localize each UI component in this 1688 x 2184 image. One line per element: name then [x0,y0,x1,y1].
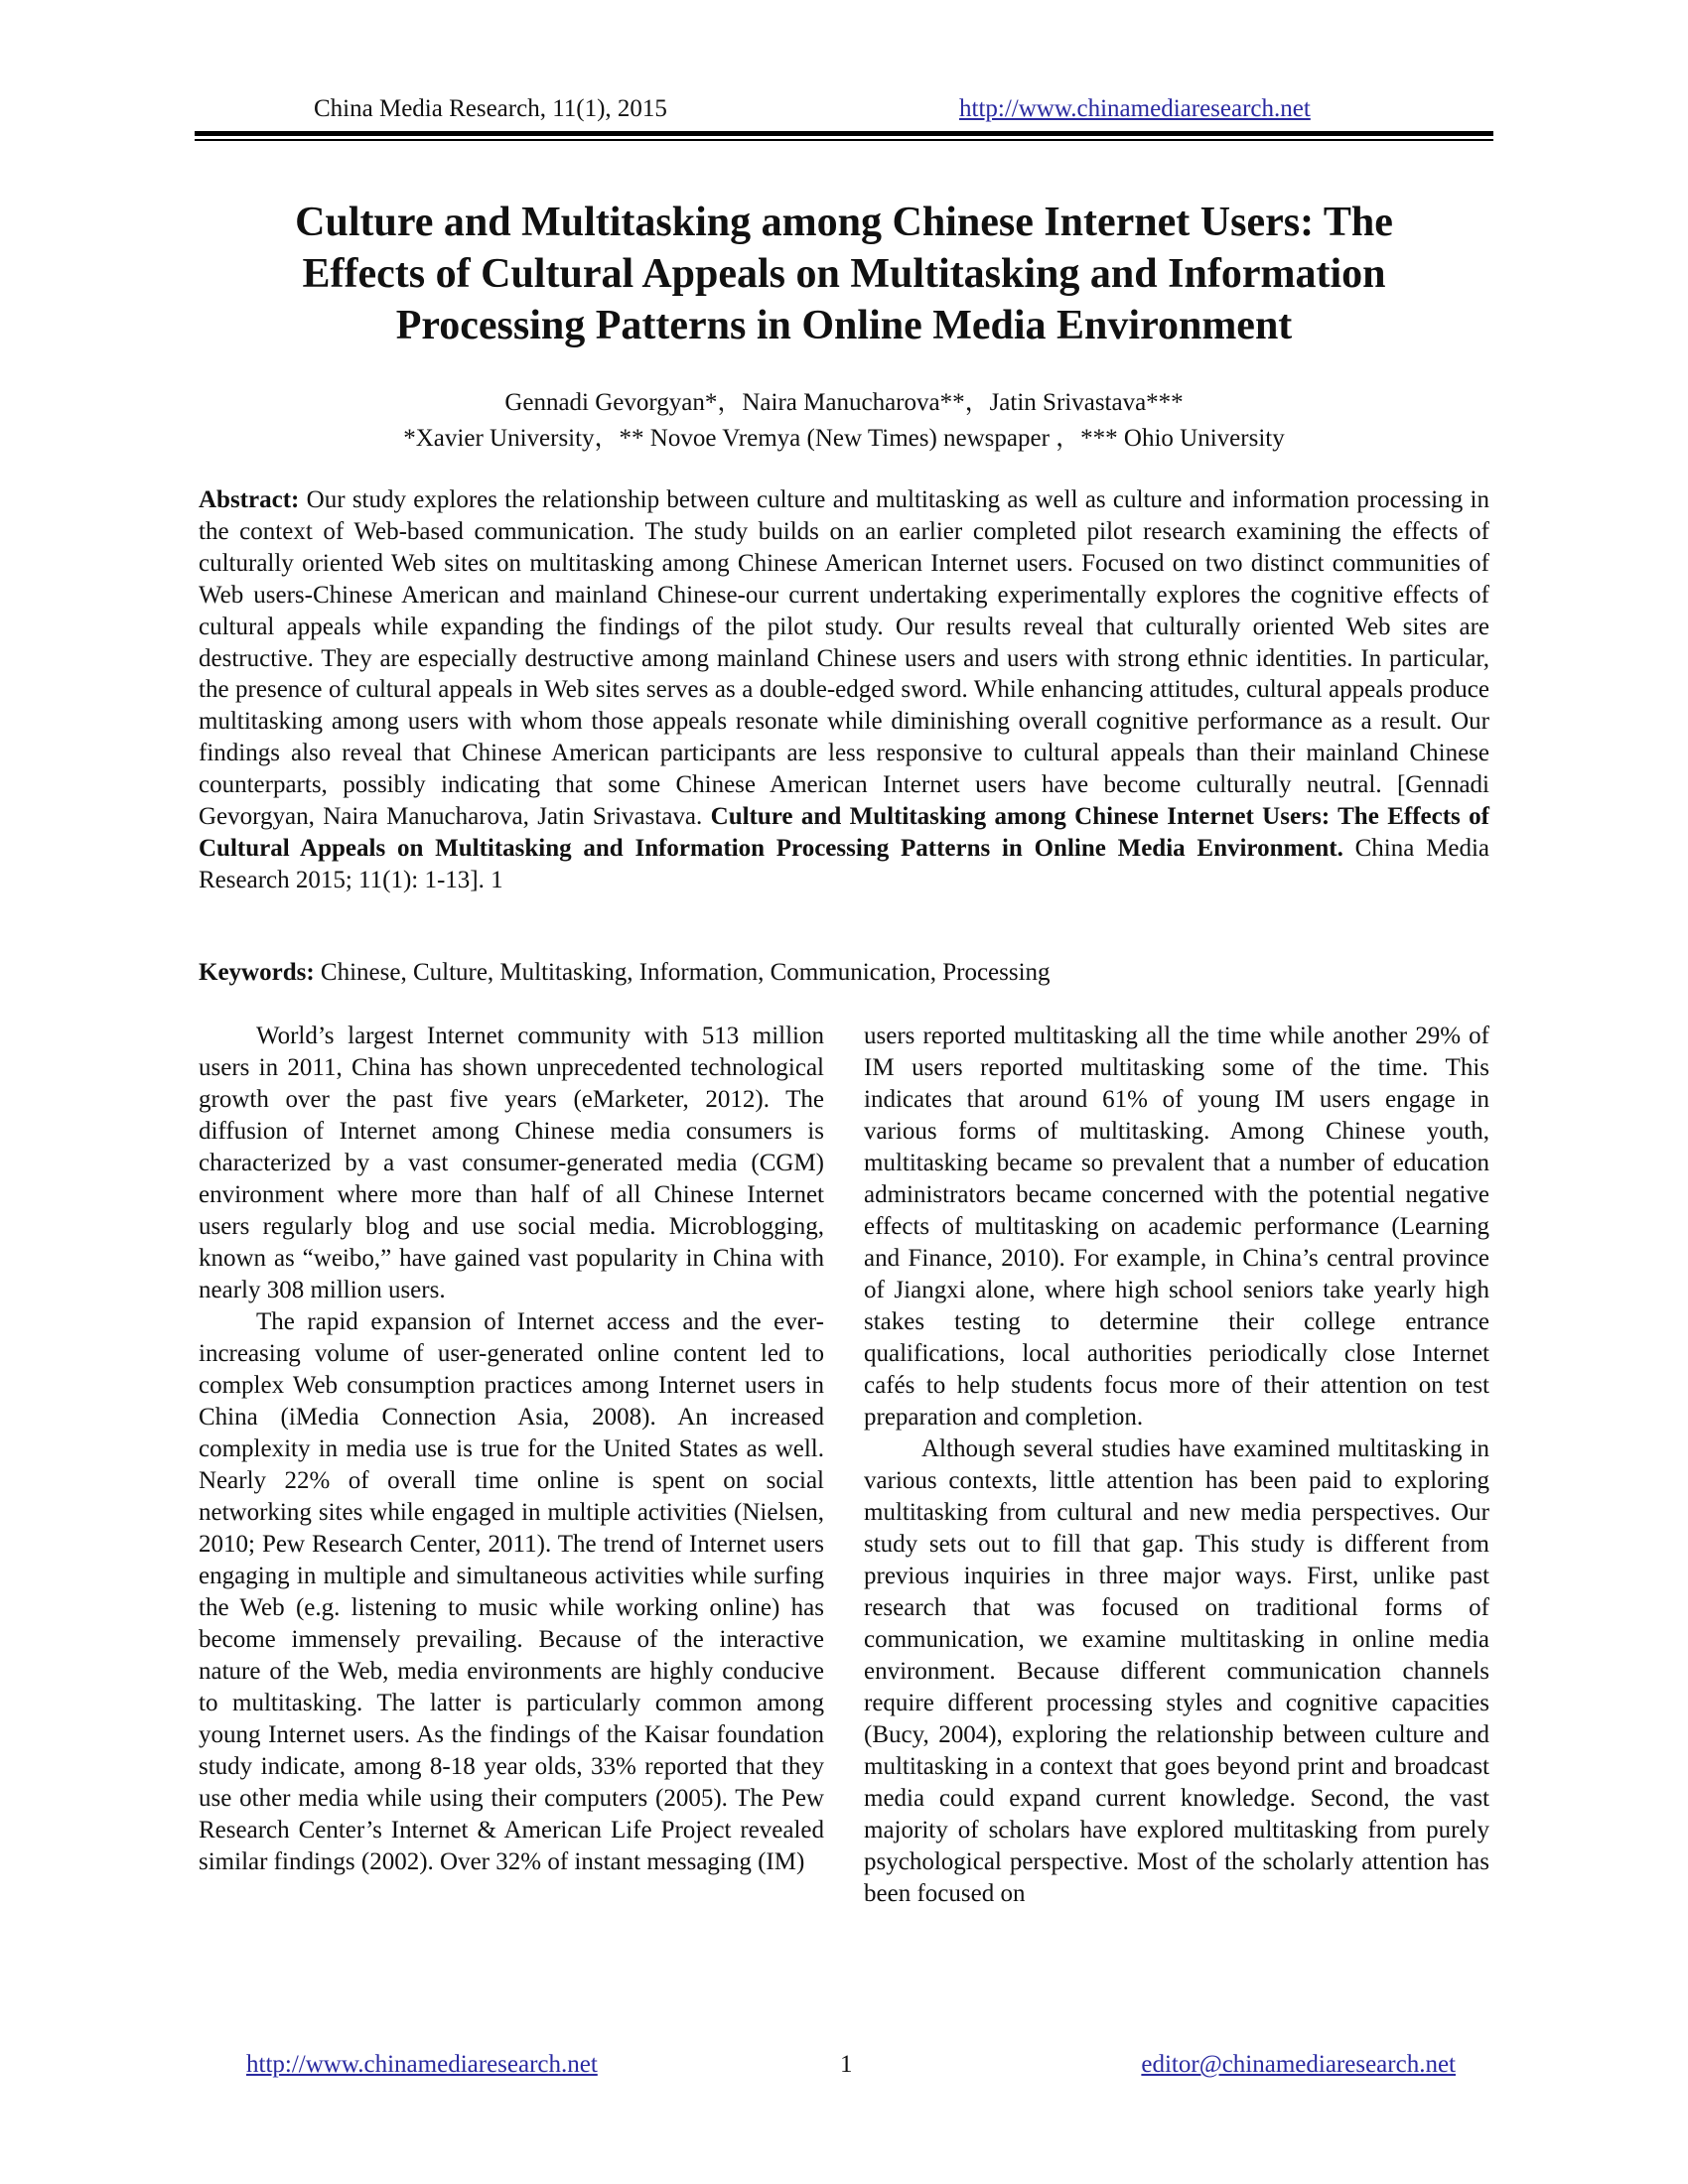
journal-citation: China Media Research, 11(1), 2015 [314,95,667,122]
abstract [199,484,1489,896]
body-paragraph: users reported multitasking all the time while another 29% of IM users reported multitasking some of the time. This indicates that around 61% of young IM users engage in various forms of multitasking. Among Chinese youth, multitasking became so prevalent that a number of education administrators became concerned with the potential negative effects of multitasking on academic performance (Learning and Finance, 2010). For example, in China’s central province of Jiangxi alone, where high school seniors take yearly high stakes testing to determine their college entrance qualifications, local authorities periodically close Internet cafés to help students focus more of their attention on test preparation and completion. [864,1023,1489,1431]
abstract-label: Abstract: [199,486,300,513]
keywords-label: Keywords: [199,959,315,986]
body-column-right [864,1021,1489,1910]
author-block [195,385,1493,457]
title-line-3: Processing Patterns in Online Media Environment [395,303,1293,348]
header-journal-link[interactable]: http://www.chinamediaresearch.net [959,95,1311,122]
abstract-citation-tail: China Media Research 2015; 11(1): 1-13]. 1 [199,834,1489,893]
body-paragraph: Although several studies have examined multitasking in various contexts, little attention has been paid to exploring multitasking from cultural and new media perspectives. Our study sets out to fill that gap. This study is different from previous inquiries in three major ways. First, unlike past research that was focused on traditional forms of communication, we examine multitasking in online media environment. Because different communication channels require different processing styles and cognitive capacities (Bucy, 2004), exploring the relationship between culture and multitasking in a context that goes beyond print and broadcast media could expand current knowledge. Second, the vast majority of scholars have explored multitasking from purely psychological perspective. Most of the scholarly attention has been focused on [864,1435,1489,1907]
footer-journal-link[interactable]: http://www.chinamediaresearch.net [246,2051,598,2078]
header-rule-thick [195,131,1493,136]
footer-email-link[interactable]: editor@chinamediaresearch.net [1141,2051,1456,2078]
keywords-text: Chinese, Culture, Multitasking, Information, Communication, Processing [314,959,1051,986]
body-paragraph: World’s largest Internet community with 513 million users in 2011, China has shown unprecedented technological growth over the past five years (eMarketer, 2012). The diffusion of Internet among Chinese media consumers is characterized by a vast consumer-generated media (CGM) environment where more than half of all Chinese Internet users regularly blog and use social media. Microblogging, known as “weibo,” have gained vast popularity in China with nearly 308 million users. [199,1023,824,1303]
header-rule-thin [195,139,1493,141]
body-paragraph: The rapid expansion of Internet access and the ever-increasing volume of user-generated online content led to complex Web consumption practices among Internet users in China (iMedia Connection Asia, 2008). An increased complexity in media use is true for the United States as well. Nearly 22% of overall time online is spent on social networking sites while engaged in multiple activities (Nielsen, 2010; Pew Research Center, 2011). The trend of Internet users engaging in multiple and simultaneous activities while surfing the Web (e.g. listening to music while working online) has become immensely prevailing. Because of the interactive nature of the Web, media environments are highly conducive to multitasking. The latter is particularly common among young Internet users. As the findings of the Kaisar foundation study indicate, among 8-18 year olds, 33% reported that they use other media while using their computers (2005). The Pew Research Center’s Internet & American Life Project revealed similar findings (2002). Over 32% of instant messaging (IM) [199,1308,824,1875]
author-names: Gennadi Gevorgyan*，Naira Manucharova**，Jatin Srivastava*** [504,389,1184,416]
abstract-citation-title: Culture and Multitasking among Chinese Internet Users: The Effects of Cultural Appeals on Multitasking and Information Processing Patterns in Online Media Environment. [199,803,1489,862]
keywords [199,959,1489,987]
paper-title [195,197,1493,351]
body-column-left [199,1021,824,1878]
author-affiliations: *Xavier University，** Novoe Vremya (New Times) newspaper ，*** Ohio University [403,425,1285,452]
running-header [195,95,1489,135]
page-number: 1 [840,2051,853,2078]
page-footer [195,2051,1493,2087]
title-line-2: Effects of Cultural Appeals on Multitasking and Information [302,251,1386,297]
title-line-1: Culture and Multitasking among Chinese Internet Users: The [295,200,1393,245]
abstract-text: Our study explores the relationship between culture and multitasking as well as culture and information processing in the context of Web-based communication. The study builds on an earlier completed pilot research examining the effects of culturally oriented Web sites on multitasking among Chinese American Internet users. Focused on two distinct communities of Web users-Chinese American and mainland Chinese-our current undertaking experimentally explores the cognitive effects of cultural appeals while expanding the findings of the pilot study. Our results reveal that culturally oriented Web sites are destructive. They are especially destructive among mainland Chinese users and users with strong ethnic identities. In particular, the presence of cultural appeals in Web sites serves as a double-edged sword. While enhancing attitudes, cultural appeals produce multitasking among users with whom those appeals resonate while diminishing overall cognitive performance as a result. Our findings also reveal that Chinese American participants are less responsive to cultural appeals than their mainland Chinese counterparts, possibly indicating that some Chinese American Internet users have become culturally neutral. [Gennadi Gevorgyan, Naira Manucharova, Jatin Srivastava. [199,486,1489,831]
